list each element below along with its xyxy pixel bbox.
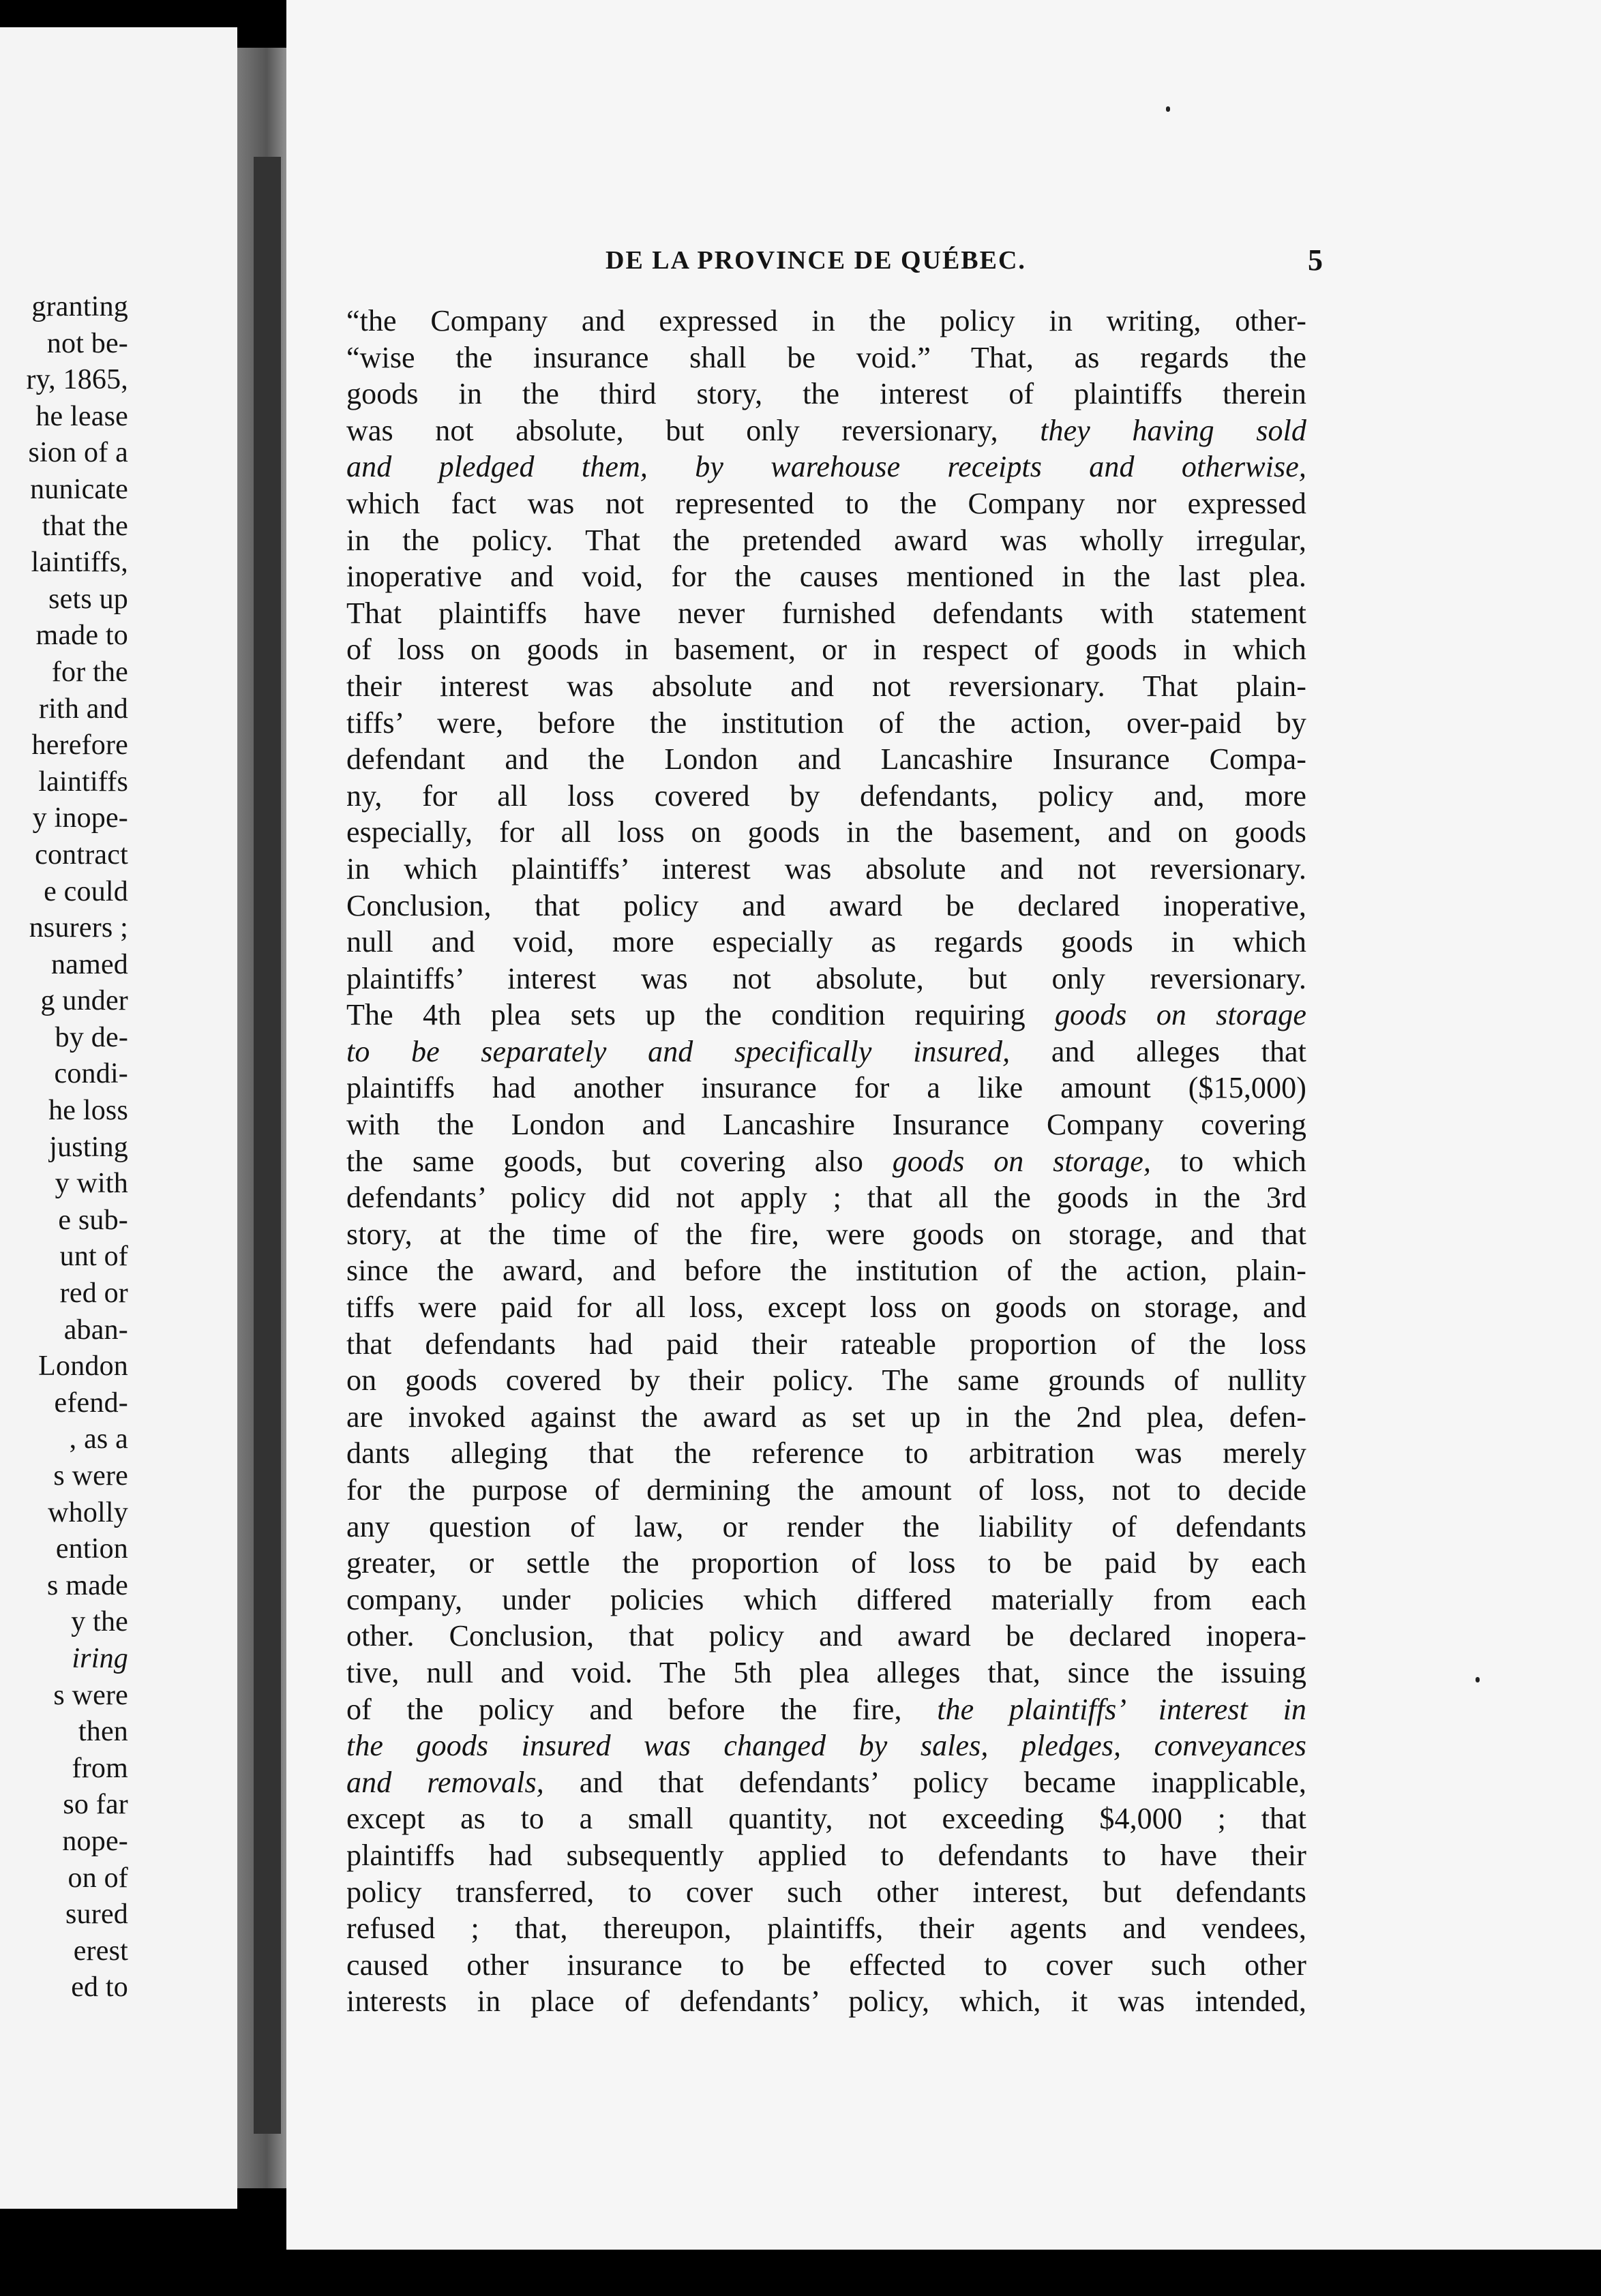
left-page-line: not be- (46, 327, 128, 359)
text-line (346, 1983, 1306, 2020)
text-line (346, 924, 1306, 961)
italic-text-segment: to be separately and specifically insured, (346, 1034, 1011, 1068)
text-segment: except as to a small quantity, not exceeding $4,000 ; that (346, 1802, 1306, 1836)
text-segment: especially, for all loss on goods in the basement, and on goods (346, 815, 1306, 849)
left-page-line: y with (55, 1168, 128, 1200)
text-segment: The 4th plea sets up the condition requiring (346, 998, 1055, 1032)
text-line (346, 1655, 1306, 1691)
italic-text-segment: and pledged them, by warehouse receipts and otherwise, (346, 450, 1306, 484)
left-page-line: sets up (48, 583, 128, 615)
text-segment: which fact was not represented to the Company nor expressed (346, 486, 1306, 520)
text-line (346, 595, 1306, 632)
text-segment: plaintiffs’ interest was not absolute, but only reversionary. (346, 961, 1306, 995)
text-line (346, 814, 1306, 851)
text-line (346, 376, 1306, 412)
text-line (346, 705, 1306, 742)
text-line (346, 1033, 1306, 1070)
text-line (346, 522, 1306, 559)
text-line (346, 1618, 1306, 1655)
left-page-line: rith and (38, 693, 128, 725)
text-segment: of loss on goods in basement, or in respect of goods in which (346, 633, 1306, 667)
left-page-line: laintiffs (38, 766, 128, 798)
text-line (346, 1509, 1306, 1545)
text-line (346, 1070, 1306, 1106)
text-segment: their interest was absolute and not reversionary. That plain- (346, 669, 1306, 703)
text-segment: with the London and Lancashire Insurance Company covering (346, 1108, 1306, 1142)
text-segment: are invoked against the award as set up in the 2nd plea, defen- (346, 1400, 1306, 1434)
text-segment: plaintiffs had another insurance for a like amount ($15,000) (346, 1071, 1306, 1105)
text-segment: caused other insurance to be effected to cover such other (346, 1948, 1306, 1982)
text-line (346, 339, 1306, 376)
text-segment: defendants’ policy did not apply ; that all the goods in the 3rd (346, 1181, 1306, 1215)
italic-text-segment: and removals, (346, 1765, 544, 1799)
text-segment: in which plaintiffs’ interest was absolute and not reversionary. (346, 851, 1306, 886)
text-segment: tiffs’ were, before the institution of the action, over-paid by (346, 706, 1306, 740)
text-segment: of the policy and before the fire, (346, 1692, 938, 1726)
text-segment: tiffs were paid for all loss, except loss on goods on storage, and (346, 1290, 1306, 1325)
text-segment: Conclusion, that policy and award be declared inoperative, (346, 888, 1306, 922)
left-page-line: s were (53, 1679, 128, 1711)
left-page-line: he lease (35, 400, 128, 432)
left-page-line: granting (31, 291, 128, 322)
left-page-line: from (72, 1752, 128, 1784)
left-page-line: red or (59, 1278, 128, 1310)
text-line (346, 1837, 1306, 1874)
left-page-line: iring (72, 1642, 128, 1674)
gutter-shadow (254, 157, 281, 2134)
text-line (346, 1435, 1306, 1472)
left-page-line: ention (55, 1533, 128, 1565)
text-line (346, 485, 1306, 522)
left-page-line: then (78, 1716, 128, 1748)
text-segment: greater, or settle the proportion of loss to be paid by each (346, 1546, 1306, 1580)
italic-text-segment: goods on storage (1054, 998, 1306, 1032)
left-page-text (0, 289, 128, 2006)
left-page-line: so far (63, 1789, 128, 1821)
text-line (346, 303, 1306, 339)
scan-bottom-edge (0, 2250, 1601, 2296)
text-segment: since the award, and before the institution of the action, plain- (346, 1254, 1306, 1288)
left-page-line: ry, 1865, (26, 364, 128, 396)
text-line (346, 1947, 1306, 1984)
text-segment: policy transferred, to cover such other interest, but defendants (346, 1875, 1306, 1909)
left-page-line: s made (47, 1569, 128, 1601)
left-page-line: y inope- (32, 802, 128, 834)
text-segment: defendant and the London and Lancashire Insurance Compa- (346, 742, 1306, 776)
text-line (346, 412, 1306, 449)
text-segment: refused ; that, thereupon, plaintiffs, their agents and vendees, (346, 1912, 1306, 1946)
text-segment: and that defendants’ policy became inapplicable, (543, 1765, 1306, 1799)
page-number: 5 (1308, 243, 1323, 277)
text-line (346, 668, 1306, 705)
text-line (346, 997, 1306, 1033)
text-segment: story, at the time of the fire, were goods on storage, and that (346, 1217, 1306, 1251)
body-text (346, 303, 1306, 2020)
text-segment: That plaintiffs have never furnished defendants with statement (346, 596, 1306, 630)
italic-text-segment: goods on storage, (892, 1144, 1151, 1178)
text-line (346, 1326, 1306, 1363)
left-page-line: by de- (55, 1021, 128, 1053)
text-segment: tive, null and void. The 5th plea alleges that, since the issuing (346, 1655, 1306, 1689)
left-page-line: on of (68, 1862, 128, 1894)
text-segment: was not absolute, but only reversionary, (346, 413, 1041, 447)
left-page-line: named (51, 948, 128, 980)
text-segment: to which (1150, 1144, 1306, 1178)
text-segment: dants alleging that the reference to arbitration was merely (346, 1436, 1306, 1470)
text-segment: interests in place of defendants’ policy, which, it was intended, (346, 1984, 1306, 2019)
left-page-line: ed to (71, 1972, 128, 2004)
text-segment: any question of law, or render the liability of defendants (346, 1509, 1306, 1543)
left-facing-page (0, 27, 237, 2209)
left-page-line: condi- (54, 1058, 128, 1090)
left-page-line: nsurers ; (29, 912, 128, 944)
left-page-line: e sub- (58, 1204, 128, 1236)
text-segment: goods in the third story, the interest of plaintiffs therein (346, 377, 1306, 411)
left-page-line: contract (35, 839, 128, 871)
text-segment: “the Company and expressed in the policy in writing, other- (346, 304, 1306, 337)
text-line (346, 1216, 1306, 1253)
text-line (346, 1764, 1306, 1801)
left-page-line: g under (40, 985, 128, 1017)
italic-text-segment: the goods insured was changed by sales, pledges, conveyances (346, 1729, 1306, 1763)
text-segment: the same goods, but covering also (346, 1144, 893, 1178)
left-page-line: nunicate (30, 473, 128, 505)
text-line (346, 1289, 1306, 1326)
ink-speck (1476, 1677, 1480, 1682)
text-line (346, 1399, 1306, 1436)
left-page-line: laintiffs, (31, 547, 128, 579)
text-line (346, 1545, 1306, 1582)
left-page-line: e could (44, 875, 128, 907)
text-line (346, 1472, 1306, 1509)
left-page-line: justing (49, 1131, 128, 1163)
running-head: DE LA PROVINCE DE QUÉBEC. (605, 246, 1026, 275)
text-segment: inoperative and void, for the causes mentioned in the last plea. (346, 560, 1306, 594)
text-segment: on goods covered by their policy. The same grounds of nullity (346, 1363, 1306, 1398)
text-line (346, 1143, 1306, 1180)
text-line (346, 851, 1306, 888)
text-line (346, 449, 1306, 485)
text-line (346, 778, 1306, 815)
left-page-line: sured (65, 1899, 128, 1931)
left-page-line: wholly (48, 1496, 128, 1528)
text-line (346, 1362, 1306, 1399)
left-page-line: unt of (59, 1241, 128, 1273)
page-header (327, 245, 1323, 284)
left-page-line: s were (53, 1460, 128, 1492)
left-page-line: efend- (54, 1387, 128, 1419)
left-page-line: that the (42, 510, 128, 542)
text-line (346, 558, 1306, 595)
text-segment: that defendants had paid their rateable proportion of the loss (346, 1327, 1306, 1361)
left-page-line: for the (51, 656, 128, 688)
text-line (346, 1106, 1306, 1143)
left-page-line: aban- (63, 1314, 128, 1346)
italic-text-segment: they having sold (1040, 413, 1306, 447)
left-page-line: nope- (62, 1825, 128, 1857)
ink-speck (1166, 106, 1170, 112)
text-line (346, 1252, 1306, 1289)
text-line (346, 1800, 1306, 1837)
text-line (346, 631, 1306, 668)
left-page-line: y the (71, 1606, 128, 1638)
text-line (346, 1727, 1306, 1764)
text-line (346, 1691, 1306, 1728)
left-page-line: , as a (69, 1423, 128, 1455)
text-segment: in the policy. That the pretended award was wholly irregular, (346, 523, 1306, 557)
text-segment: for the purpose of dermining the amount of loss, not to decide (346, 1473, 1306, 1507)
left-page-line: London (38, 1350, 128, 1383)
text-segment: null and void, more especially as regards goods in which (346, 925, 1306, 959)
text-line (346, 888, 1306, 924)
text-line (346, 1179, 1306, 1216)
text-segment: other. Conclusion, that policy and award be declared inopera- (346, 1619, 1306, 1653)
text-segment: and alleges that (1010, 1034, 1307, 1068)
text-segment: ny, for all loss covered by defendants, policy and, more (346, 779, 1306, 813)
left-page-line: sion of a (28, 437, 128, 469)
text-line (346, 1874, 1306, 1911)
text-segment: “wise the insurance shall be void.” That, as regards the (346, 340, 1306, 374)
left-page-line: he loss (48, 1095, 128, 1127)
left-page-line: made to (35, 620, 128, 652)
text-line (346, 741, 1306, 778)
text-segment: company, under policies which differed materially from each (346, 1582, 1306, 1616)
text-line (346, 1582, 1306, 1618)
left-page-line: herefore (31, 729, 128, 761)
text-segment: plaintiffs had subsequently applied to defendants to have their (346, 1838, 1306, 1872)
text-line (346, 961, 1306, 997)
left-page-line: erest (73, 1935, 128, 1967)
italic-text-segment: the plaintiffs’ interest in (937, 1692, 1306, 1726)
text-line (346, 1910, 1306, 1947)
